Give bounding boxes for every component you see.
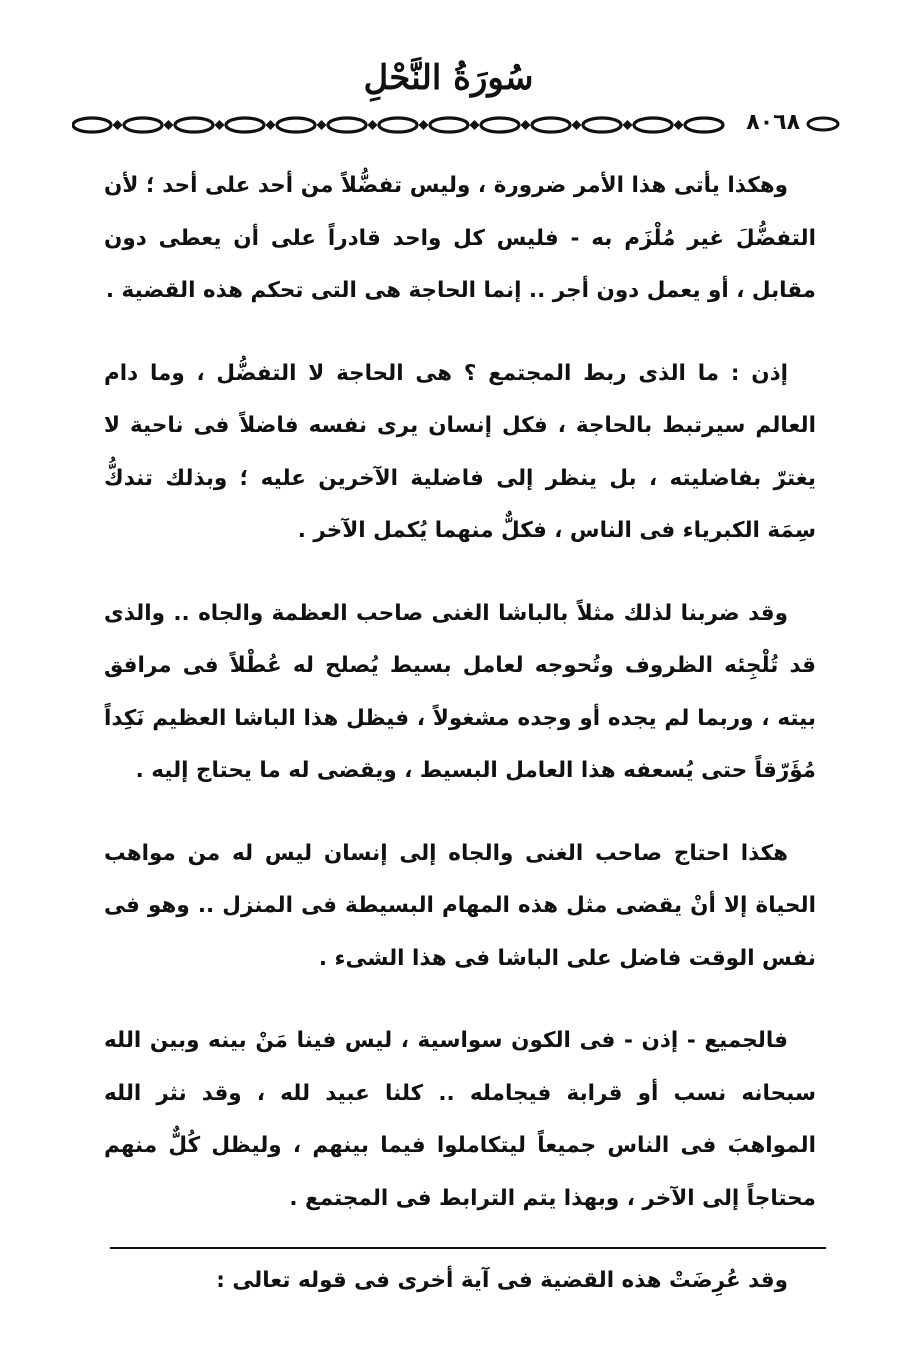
chain-diamond [674, 120, 684, 130]
ornamental-chain-border [72, 108, 736, 142]
paragraph-5: فالجميع - إذن - فى الكون سواسية ، ليس فينا مَنْ بينه وبين الله سبحانه نسب أو قرابة فيجامله .. كلنا عبيد لله ، وقد نثر الله المواهبَ فى الناس جميعاً ليتكاملوا فيما بينهم ، وليظل كُلٌّ منهم محتاجاً إلى الآخر ، وبهذا يتم الترابط فى المجتمع . [104, 1028, 816, 1211]
chain-diamond [623, 120, 633, 130]
surah-title: سُورَةُ النَّحْلِ [363, 58, 534, 98]
header-ornament-row [72, 108, 840, 142]
chain-oval [634, 118, 672, 132]
footer-rule [110, 1247, 826, 1249]
chain-diamond [419, 120, 429, 130]
paragraph-4: هكذا احتاج صاحب الغنى والجاه إلى إنسان ليس له من مواهب الحياة إلا أنْ يقضى مثل هذه المهام البسيطة فى المنزل .. وهو فى نفس الوقت فاضل على الباشا فى هذا الشىء . [104, 840, 816, 971]
chain-diamond [572, 120, 582, 130]
chain-diamond [113, 120, 123, 130]
chain-diamond [266, 120, 276, 130]
paragraph-6: وقد عُرِضَتْ هذه القضية فى آية أخرى فى قوله تعالى : [216, 1268, 788, 1293]
chain-oval [73, 118, 111, 132]
chain-diamond [215, 120, 225, 130]
chain-oval [430, 118, 468, 132]
paragraph-2: إذن : ما الذى ربط المجتمع ؟ هى الحاجة لا التفضُّل ، وما دام العالم سيرتبط بالحاجة ، فكل إنسان يرى نفسه فاضلاً فى ناحية لا يغترّ بفاضليته ، بل ينظر إلى فاضلية الآخرين عليه ؛ وبذلك تندكُّ سِمَة الكبرياء فى الناس ، فكلٌّ منهما يُكمل الآخر . [104, 360, 816, 543]
page-number: ٨٠٦٨ [746, 110, 800, 135]
chain-oval [277, 118, 315, 132]
chain-oval [379, 118, 417, 132]
chain-oval [226, 118, 264, 132]
paragraph-3: وقد ضربنا لذلك مثلاً بالباشا الغنى صاحب العظمة والجاه .. والذى قد تُلْجِئه الظروف وتُحوجه لعامل بسيط يُصلح له عُطْلاً فى مرافق بيته ، وربما لم يجده أو وجده مشغولاً ، فيظل هذا الباشا العظيم نَكِداً مُؤَرّقاً حتى يُسعفه هذا العامل البسيط ، ويقضى له ما يحتاج إليه . [104, 600, 816, 783]
ornament-end-oval-icon [806, 116, 840, 132]
chain-oval [583, 118, 621, 132]
chain-oval [328, 118, 366, 132]
paragraph-1: وهكذا يأتى هذا الأمر ضرورة ، وليس تفضُّلاً من أحد على أحد ؛ لأن التفضُّلَ غير مُلْزَم به - فليس كل واحد قادراً على أن يعطى دون مقابل ، أو يعمل دون أجر .. إنما الحاجة هى التى تحكم هذه القضية . [104, 173, 816, 303]
chain-diamond [317, 120, 327, 130]
chain-oval [685, 118, 723, 132]
chain-oval [532, 118, 570, 132]
chain-oval [124, 118, 162, 132]
chain-diamond [164, 120, 174, 130]
chain-diamond [521, 120, 531, 130]
main-text-body [104, 160, 816, 1308]
chain-oval [175, 118, 213, 132]
chain-diamond [368, 120, 378, 130]
chain-diamond [470, 120, 480, 130]
chain-oval [481, 118, 519, 132]
